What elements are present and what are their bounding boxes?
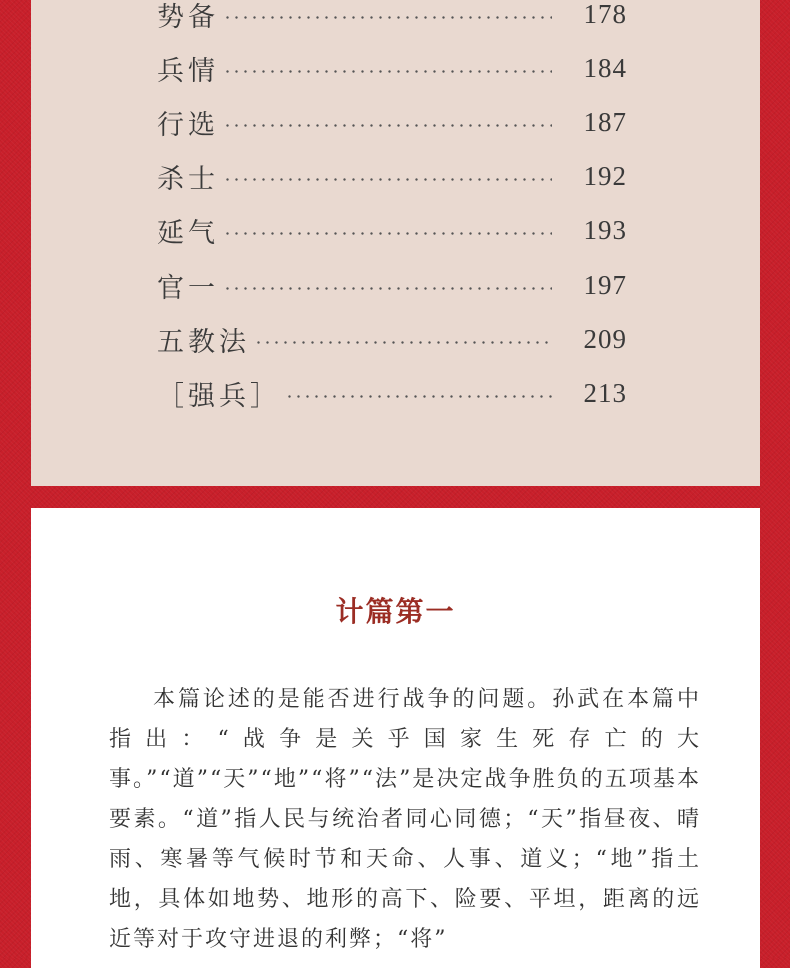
toc-entry-page: 209 — [583, 323, 627, 354]
toc-entry-page: 213 — [583, 377, 627, 408]
toc-entry-title: ［强兵］ — [157, 380, 281, 412]
toc-entry[interactable] — [157, 102, 627, 142]
toc-entry-page: 184 — [583, 52, 627, 83]
toc-entry-page: 178 — [583, 0, 627, 29]
toc-entry-page: 193 — [583, 214, 627, 245]
section-body-text: 本篇论述的是能否进行战争的问题。孙武在本篇中指出：“战争是关乎国家生死存亡的大事。”“道”“天”“地”“将”“法”是决定战争胜负的五项基本要素。“道”指人民与统治者同心同德；“天”指昼夜、晴雨、寒暑等气候时节和天命、人事、道义；“地”指土地，具体如地势、地形的高下、险要、平坦，距离的远近等对于攻守进退的利弊；“将” — [109, 687, 701, 952]
toc-leader-dots — [223, 70, 552, 73]
section-title: 计篇第一 — [335, 595, 456, 628]
chapter-page — [31, 508, 760, 968]
toc-entry-title: 势备 — [157, 1, 219, 33]
toc-entry-title: 杀士 — [157, 163, 219, 195]
toc-leader-dots — [223, 287, 552, 290]
toc-entry[interactable] — [157, 373, 627, 413]
toc-entry[interactable] — [157, 319, 627, 359]
toc-entry-title: 延气 — [157, 217, 219, 249]
toc-entry[interactable] — [157, 265, 627, 305]
toc-leader-dots — [223, 16, 552, 19]
toc-entry-title: 官一 — [157, 272, 219, 304]
toc-entry-page: 187 — [583, 106, 627, 137]
toc-leader-dots — [285, 395, 552, 398]
table-of-contents — [31, 0, 760, 486]
toc-entry[interactable] — [157, 210, 627, 250]
toc-entry[interactable] — [157, 0, 627, 34]
toc-leader-dots — [223, 124, 552, 127]
toc-entry[interactable] — [157, 156, 627, 196]
toc-entry-title: 兵情 — [157, 55, 219, 87]
toc-leader-dots — [223, 232, 552, 235]
toc-entry-title: 五教法 — [157, 326, 250, 358]
toc-leader-dots — [223, 178, 552, 181]
toc-entry-title: 行选 — [157, 109, 219, 141]
toc-leader-dots — [254, 341, 552, 344]
toc-entry[interactable] — [157, 48, 627, 88]
toc-entry-page: 197 — [583, 269, 627, 300]
toc-entry-page: 192 — [583, 160, 627, 191]
